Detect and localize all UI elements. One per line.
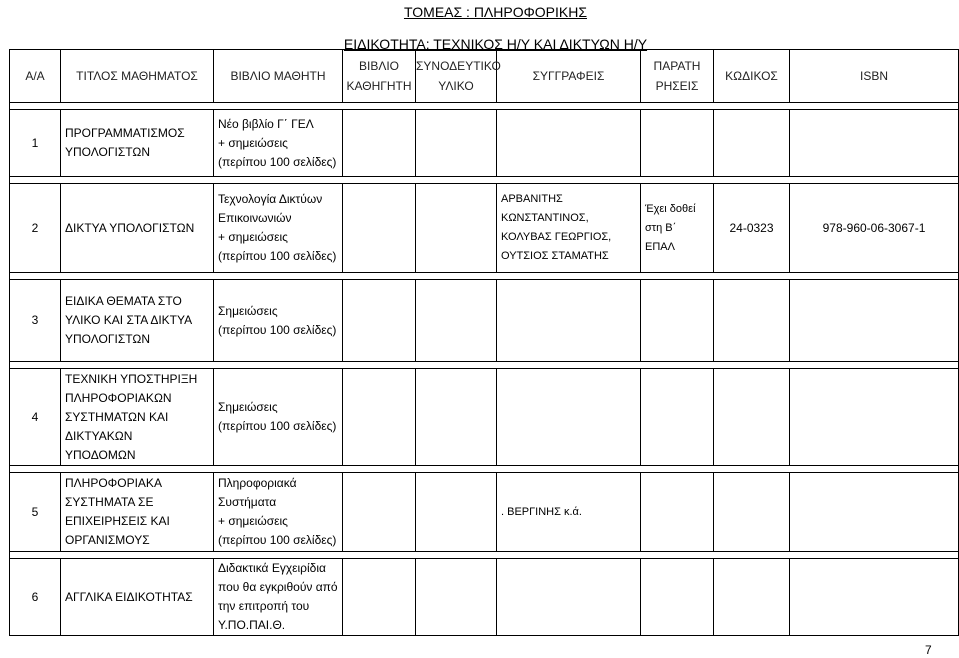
cell-teacher-book bbox=[343, 559, 416, 636]
cell-isbn bbox=[790, 110, 959, 177]
table-row bbox=[10, 110, 959, 177]
cell-isbn: 978-960-06-3067-1 bbox=[790, 184, 959, 273]
cell-authors bbox=[497, 559, 641, 636]
cell-isbn bbox=[790, 280, 959, 362]
cell-code bbox=[714, 559, 790, 636]
table-row bbox=[10, 184, 959, 273]
cell-student-book: Τεχνολογία Δικτύων Επικοινωνιών + σημειώσεις (περίπου 100 σελίδες) bbox=[214, 184, 343, 273]
cell-code: 24-0323 bbox=[714, 184, 790, 273]
cell-title: ΑΓΓΛΙΚΑ ΕΙΔΙΚΟΤΗΤΑΣ bbox=[61, 559, 214, 636]
spacer-row bbox=[10, 466, 959, 473]
cell-notes bbox=[641, 559, 714, 636]
column-header: ΒΙΒΛΙΟ ΜΑΘΗΤΗ bbox=[214, 50, 343, 103]
spacer-row bbox=[10, 273, 959, 280]
cell-student-book: Διδακτικά Εγχειρίδια που θα εγκριθούν από την επιτροπή του Υ.ΠΟ.ΠΑΙ.Θ. bbox=[214, 559, 343, 636]
cell-code bbox=[714, 280, 790, 362]
cell-title: ΔΙΚΤΥΑ ΥΠΟΛΟΓΙΣΤΩΝ bbox=[61, 184, 214, 273]
cell-material bbox=[416, 473, 497, 552]
column-header: ΣΥΓΓΡΑΦΕΙΣ bbox=[497, 50, 641, 103]
cell-num: 2 bbox=[10, 184, 61, 273]
cell-student-book: Νέο βιβλίο Γ΄ ΓΕΛ + σημειώσεις (περίπου 100 σελίδες) bbox=[214, 110, 343, 177]
cell-code bbox=[714, 110, 790, 177]
table-row bbox=[10, 369, 959, 466]
cell-authors bbox=[497, 369, 641, 466]
table-row bbox=[10, 280, 959, 362]
cell-isbn bbox=[790, 473, 959, 552]
cell-teacher-book bbox=[343, 369, 416, 466]
cell-notes: Έχει δοθεί στη Β΄ ΕΠΑΛ bbox=[641, 184, 714, 273]
cell-student-book: Σημειώσεις (περίπου 100 σελίδες) bbox=[214, 280, 343, 362]
cell-teacher-book bbox=[343, 110, 416, 177]
column-header: ΚΩΔΙΚΟΣ bbox=[714, 50, 790, 103]
cell-isbn bbox=[790, 559, 959, 636]
cell-notes bbox=[641, 369, 714, 466]
cell-code bbox=[714, 369, 790, 466]
column-header: ΒΙΒΛΙΟ ΚΑΘΗΓΗΤΗ bbox=[343, 50, 416, 103]
cell-title: ΤΕΧΝΙΚΗ ΥΠΟΣΤΗΡΙΞΗ ΠΛΗΡΟΦΟΡΙΑΚΩΝ ΣΥΣΤΗΜΑΤΩΝ ΚΑΙ ΔΙΚΤΥΑΚΩΝ ΥΠΟΔΟΜΩΝ bbox=[61, 369, 214, 466]
cell-authors bbox=[497, 280, 641, 362]
cell-code bbox=[714, 473, 790, 552]
cell-num: 3 bbox=[10, 280, 61, 362]
cell-material bbox=[416, 110, 497, 177]
spacer-row bbox=[10, 362, 959, 369]
cell-teacher-book bbox=[343, 184, 416, 273]
cell-material bbox=[416, 184, 497, 273]
cell-material bbox=[416, 280, 497, 362]
column-header: Α/Α bbox=[10, 50, 61, 103]
table-row bbox=[10, 473, 959, 552]
cell-student-book: Πληροφοριακά Συστήματα + σημειώσεις (περίπου 100 σελίδες) bbox=[214, 473, 343, 552]
sector-title: ΤΟΜΕΑΣ : ΠΛΗΡΟΦΟΡΙΚΗΣ bbox=[403, 4, 588, 20]
cell-teacher-book bbox=[343, 280, 416, 362]
table-row bbox=[10, 559, 959, 636]
cell-num: 6 bbox=[10, 559, 61, 636]
spacer-row bbox=[10, 103, 959, 110]
cell-num: 4 bbox=[10, 369, 61, 466]
cell-authors: ΑΡΒΑΝΙΤΗΣ ΚΩΝΣΤΑΝΤΙΝΟΣ, ΚΟΛΥΒΑΣ ΓΕΩΡΓΙΟΣ, ΟΥΤΣΙΟΣ ΣΤΑΜΑΤΗΣ bbox=[497, 184, 641, 273]
cell-isbn bbox=[790, 369, 959, 466]
cell-student-book: Σημειώσεις (περίπου 100 σελίδες) bbox=[214, 369, 343, 466]
cell-num: 5 bbox=[10, 473, 61, 552]
table-header-row bbox=[10, 50, 959, 103]
cell-teacher-book bbox=[343, 473, 416, 552]
cell-notes bbox=[641, 473, 714, 552]
spacer-row bbox=[10, 552, 959, 559]
cell-authors: . ΒΕΡΓΙΝΗΣ κ.ά. bbox=[497, 473, 641, 552]
column-header: ΣΥΝΟΔΕΥΤΙΚΟ ΥΛΙΚΟ bbox=[416, 50, 497, 103]
spacer-row bbox=[10, 177, 959, 184]
cell-material bbox=[416, 559, 497, 636]
cell-material bbox=[416, 369, 497, 466]
cell-authors bbox=[497, 110, 641, 177]
cell-title: ΠΡΟΓΡΑΜΜΑΤΙΣΜΟΣ ΥΠΟΛΟΓΙΣΤΩΝ bbox=[61, 110, 214, 177]
column-header: ΠΑΡΑΤΗ ΡΗΣΕΙΣ bbox=[641, 50, 714, 103]
cell-title: ΕΙΔΙΚΑ ΘΕΜΑΤΑ ΣΤΟ ΥΛΙΚΟ ΚΑΙ ΣΤΑ ΔΙΚΤΥΑ ΥΠΟΛΟΓΙΣΤΩΝ bbox=[61, 280, 214, 362]
cell-title: ΠΛΗΡΟΦΟΡΙΑΚΑ ΣΥΣΤΗΜΑΤΑ ΣΕ ΕΠΙΧΕΙΡΗΣΕΙΣ ΚΑΙ ΟΡΓΑΝΙΣΜΟΥΣ bbox=[61, 473, 214, 552]
page-number: 7 bbox=[925, 643, 932, 657]
cell-num: 1 bbox=[10, 110, 61, 177]
cell-notes bbox=[641, 110, 714, 177]
cell-notes bbox=[641, 280, 714, 362]
specialty-title: ΕΙΔΙΚΟΤΗΤΑ: ΤΕΧΝΙΚΟΣ Η/Υ ΚΑΙ ΔΙΚΤΥΩΝ Η/Υ bbox=[343, 36, 648, 52]
books-table bbox=[9, 49, 959, 636]
column-header: ΤΙΤΛΟΣ ΜΑΘΗΜΑΤΟΣ bbox=[61, 50, 214, 103]
column-header: ISBN bbox=[790, 50, 959, 103]
